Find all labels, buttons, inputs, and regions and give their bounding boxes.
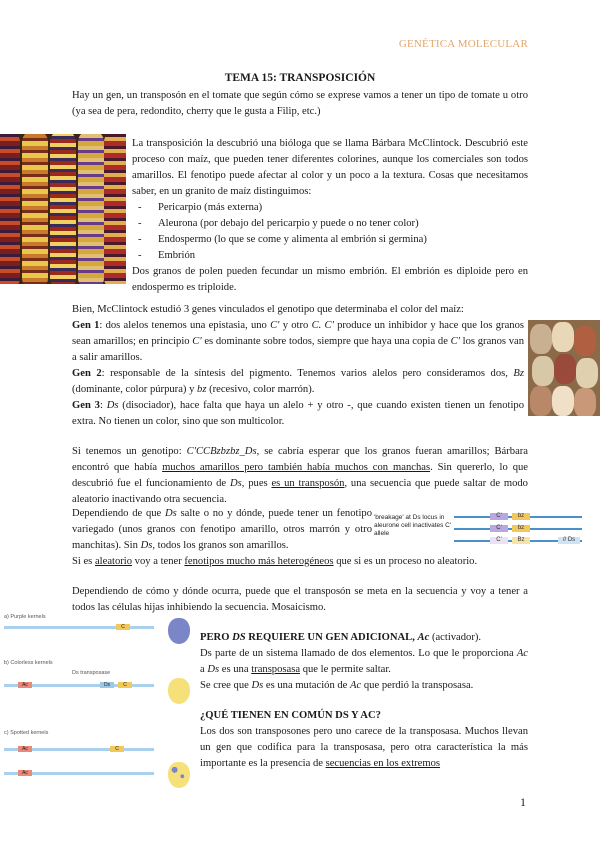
dna-bar — [4, 626, 154, 629]
gen1-text: es dominante sobre todos, siempre que haya una copia de — [204, 336, 451, 347]
gen2-text: (dominante, color púrpura) y — [72, 384, 198, 395]
gene-segment: C — [110, 746, 124, 752]
gen1-paragraph — [72, 318, 524, 366]
ds-segment: Ds — [100, 682, 114, 688]
allele: Ds — [207, 664, 220, 675]
ds-box: // Ds — [558, 537, 580, 544]
genotype-paragraph — [72, 444, 528, 508]
allele: Ds — [229, 478, 242, 489]
page-number: 1 — [520, 795, 526, 809]
variegation-text: , todos los granos son amarillos. — [152, 540, 289, 551]
allele: Ds — [165, 508, 177, 519]
gen3-paragraph — [72, 398, 524, 430]
pollen-paragraph: Dos granos de polen pueden fecundar un mismo embrión. El embrión es diploide pero en endospermo es triploide. — [132, 266, 528, 293]
list-item: - Pericarpio (más externa) — [132, 200, 528, 216]
allele: C' — [192, 336, 202, 347]
mosaicism-paragraph: Dependiendo de cómo y dónde ocurra, puede que el transposón se meta en la secuencia y voy a tener a todos las células hijas inhibiendo la secuencia. Mosaicismo. — [72, 586, 528, 613]
ac-segment: Ac — [18, 682, 32, 688]
allele: Ds — [140, 540, 153, 551]
corn-ears-photo — [0, 134, 126, 284]
ac-text: es una mutación de — [263, 680, 351, 691]
ac-heading — [200, 630, 528, 646]
yellow-kernel — [168, 678, 190, 704]
gene-box: C' — [490, 525, 508, 532]
allele: Ds — [251, 680, 264, 691]
ac-text: Ds parte de un sistema llamado de dos elementos. Lo que le proporciona — [200, 648, 517, 659]
running-header: GENÉTICA MOLECULAR — [398, 38, 528, 50]
ac-paragraph — [200, 646, 528, 678]
list-item: - Endospermo (lo que se come y alimenta al embrión si germina) — [132, 232, 528, 248]
underlined-text: secuencias en los extremos — [325, 758, 441, 769]
genotype-text: , se cabría esperar que los granos fueran amarillos; Bárbara encontró que había — [72, 446, 529, 473]
ac-segment: Ac — [18, 746, 32, 752]
ac-segment: Ac — [18, 770, 32, 776]
allele: C' — [270, 320, 280, 331]
common-text: Los dos son transposones pero uno carece de la transposasa. Muchos llevan un gen que codifica para la transposasa, pero otra característica la más importante es la presencia de — [200, 726, 528, 769]
variegation-text: salte o no y dónde, puede tener un fenotipo variegado (unos granos con fenotipo amarillo, otros marrón y otro manchitas). Sin — [72, 508, 372, 551]
gen3-text: : — [99, 400, 107, 411]
variegation-paragraph — [72, 506, 372, 554]
gen3-text: (disociador), hace falta que haya un alelo + y otro -, que cuando existen tienen un fenotipo extra. No tienen un color, sino que son multicolor. — [72, 400, 525, 427]
intro-paragraph: Hay un gen, un transposón en el tomate que según cómo se exprese vamos a tener un tipo de tomate u otro (ya sea de pera, redondito, cherry que le gusta a Filip, etc.) — [72, 90, 528, 117]
genotype-text: . Sin quererlo, lo que descubrió fue el funcionamiento de — [72, 462, 529, 489]
gene-box: Bz — [512, 537, 530, 544]
allele: C. C' — [311, 320, 334, 331]
allele: Ds — [106, 400, 119, 411]
kernel-parts-list — [132, 200, 528, 264]
gene-box: bz — [512, 525, 530, 532]
gene-segment: C — [116, 624, 130, 630]
genotype-text: Si tenemos un genotipo: — [72, 446, 187, 457]
random-paragraph — [72, 554, 528, 570]
gen2-paragraph — [72, 366, 524, 398]
gen1-label: Gen 1 — [72, 320, 100, 331]
figure-caption: c) Spotted kernels — [4, 730, 49, 736]
allele: bz — [197, 384, 207, 395]
ac-text: es una — [219, 664, 252, 675]
genes-intro: Bien, McClintock estudió 3 genes vinculados el genotipo que determinaba el color del maíz: — [72, 304, 464, 315]
random-text: que si es un proceso no aleatorio. — [333, 556, 478, 567]
purple-kernel — [168, 618, 190, 644]
underlined-text: fenotipos mucho más heterogéneos — [184, 556, 334, 567]
ac-text: que perdió la transposasa. — [361, 680, 474, 691]
ds-label: Ds — [567, 537, 576, 543]
heading-text: Ac — [417, 632, 430, 643]
common-paragraph — [200, 724, 528, 772]
gene-box: C' — [490, 537, 508, 544]
gen2-label: Gen 2 — [72, 368, 102, 379]
heading-text: PERO — [200, 632, 233, 643]
page-title: TEMA 15: TRANSPOSICIÓN — [224, 72, 376, 84]
gen1-text: y otro — [279, 320, 312, 331]
ac-text: que le permite saltar. — [300, 664, 391, 675]
heading-text: DS — [232, 632, 246, 643]
allele: Ac — [350, 680, 362, 691]
ac-text: Se cree que — [200, 680, 252, 691]
underlined-text: transposasa — [251, 664, 301, 675]
genotype-text: , pues — [241, 478, 272, 489]
genotype-text: , una secuencia que puede saltar de modo aleatorio inactivando otra secuencia. — [72, 478, 528, 505]
list-item: - Embrión — [132, 248, 528, 264]
gen1-text: los granos van a salir amarillos. — [72, 336, 524, 363]
gen1-text: : dos alelos tenemos una epistasia, uno — [99, 320, 271, 331]
random-text: voy a tener — [132, 556, 185, 567]
gene-box: bz — [512, 513, 530, 520]
ac-mutation-paragraph — [200, 678, 528, 694]
allele: Bz — [513, 368, 525, 379]
underlined-text: es un transposón — [271, 478, 345, 489]
figure-caption: a) Purple kernels — [4, 614, 46, 620]
breakage-diagram — [374, 510, 586, 552]
figure-caption: b) Colorless kernels — [4, 660, 53, 666]
variegation-text: Dependiendo de que — [72, 508, 166, 519]
figure-note: Ds transposase — [72, 670, 111, 676]
genotype: C'CCBzbzbz_Ds — [186, 446, 257, 457]
kernels-photo — [528, 320, 600, 416]
underlined-text: muchos amarillos pero también había muchos con manchas — [162, 462, 431, 473]
diagram-label: 'breakage' at Ds locus in aleurone cell inactivates C' allele — [374, 514, 452, 537]
discovery-paragraph: La transposición la descubrió una bióloga que se llama Bárbara McClintock. Descubrió este proceso con maíz, que pueden tener diferentes colorines, aunque los comerciales son todos amarillos. El fenotipo puede afectar al color y un poco a la textura. Cosas que necesitamos saber, en un granito de maíz distinguimos: — [132, 138, 528, 197]
heading-text: REQUIERE UN GEN ADICIONAL, — [245, 632, 418, 643]
gen2-text: (recesivo, color marrón). — [206, 384, 315, 395]
gen2-text: : responsable de la síntesis del pigmento. Tenemos varios alelos pero consideramos dos, — [101, 368, 514, 379]
allele: Ac — [516, 648, 528, 659]
gen3-label: Gen 3 — [72, 400, 100, 411]
kernel-phenotype-figure — [0, 612, 196, 792]
heading-text: (activador). — [429, 632, 482, 643]
spotted-kernel — [168, 762, 190, 788]
underlined-text: aleatorio — [94, 556, 133, 567]
list-item: - Aleurona (por debajo del pericarpio y puede o no tener color) — [132, 216, 528, 232]
gene-box: C' — [490, 513, 508, 520]
ac-text: a — [200, 664, 208, 675]
gene-segment: C — [118, 682, 132, 688]
common-heading: ¿QUÉ TIENEN EN COMÚN DS Y AC? — [200, 710, 381, 721]
random-text: Si es — [72, 556, 95, 567]
gen1-text: produce un inhibidor y hace que los granos sean amarillos; en principio — [72, 320, 524, 347]
allele: C' — [450, 336, 460, 347]
